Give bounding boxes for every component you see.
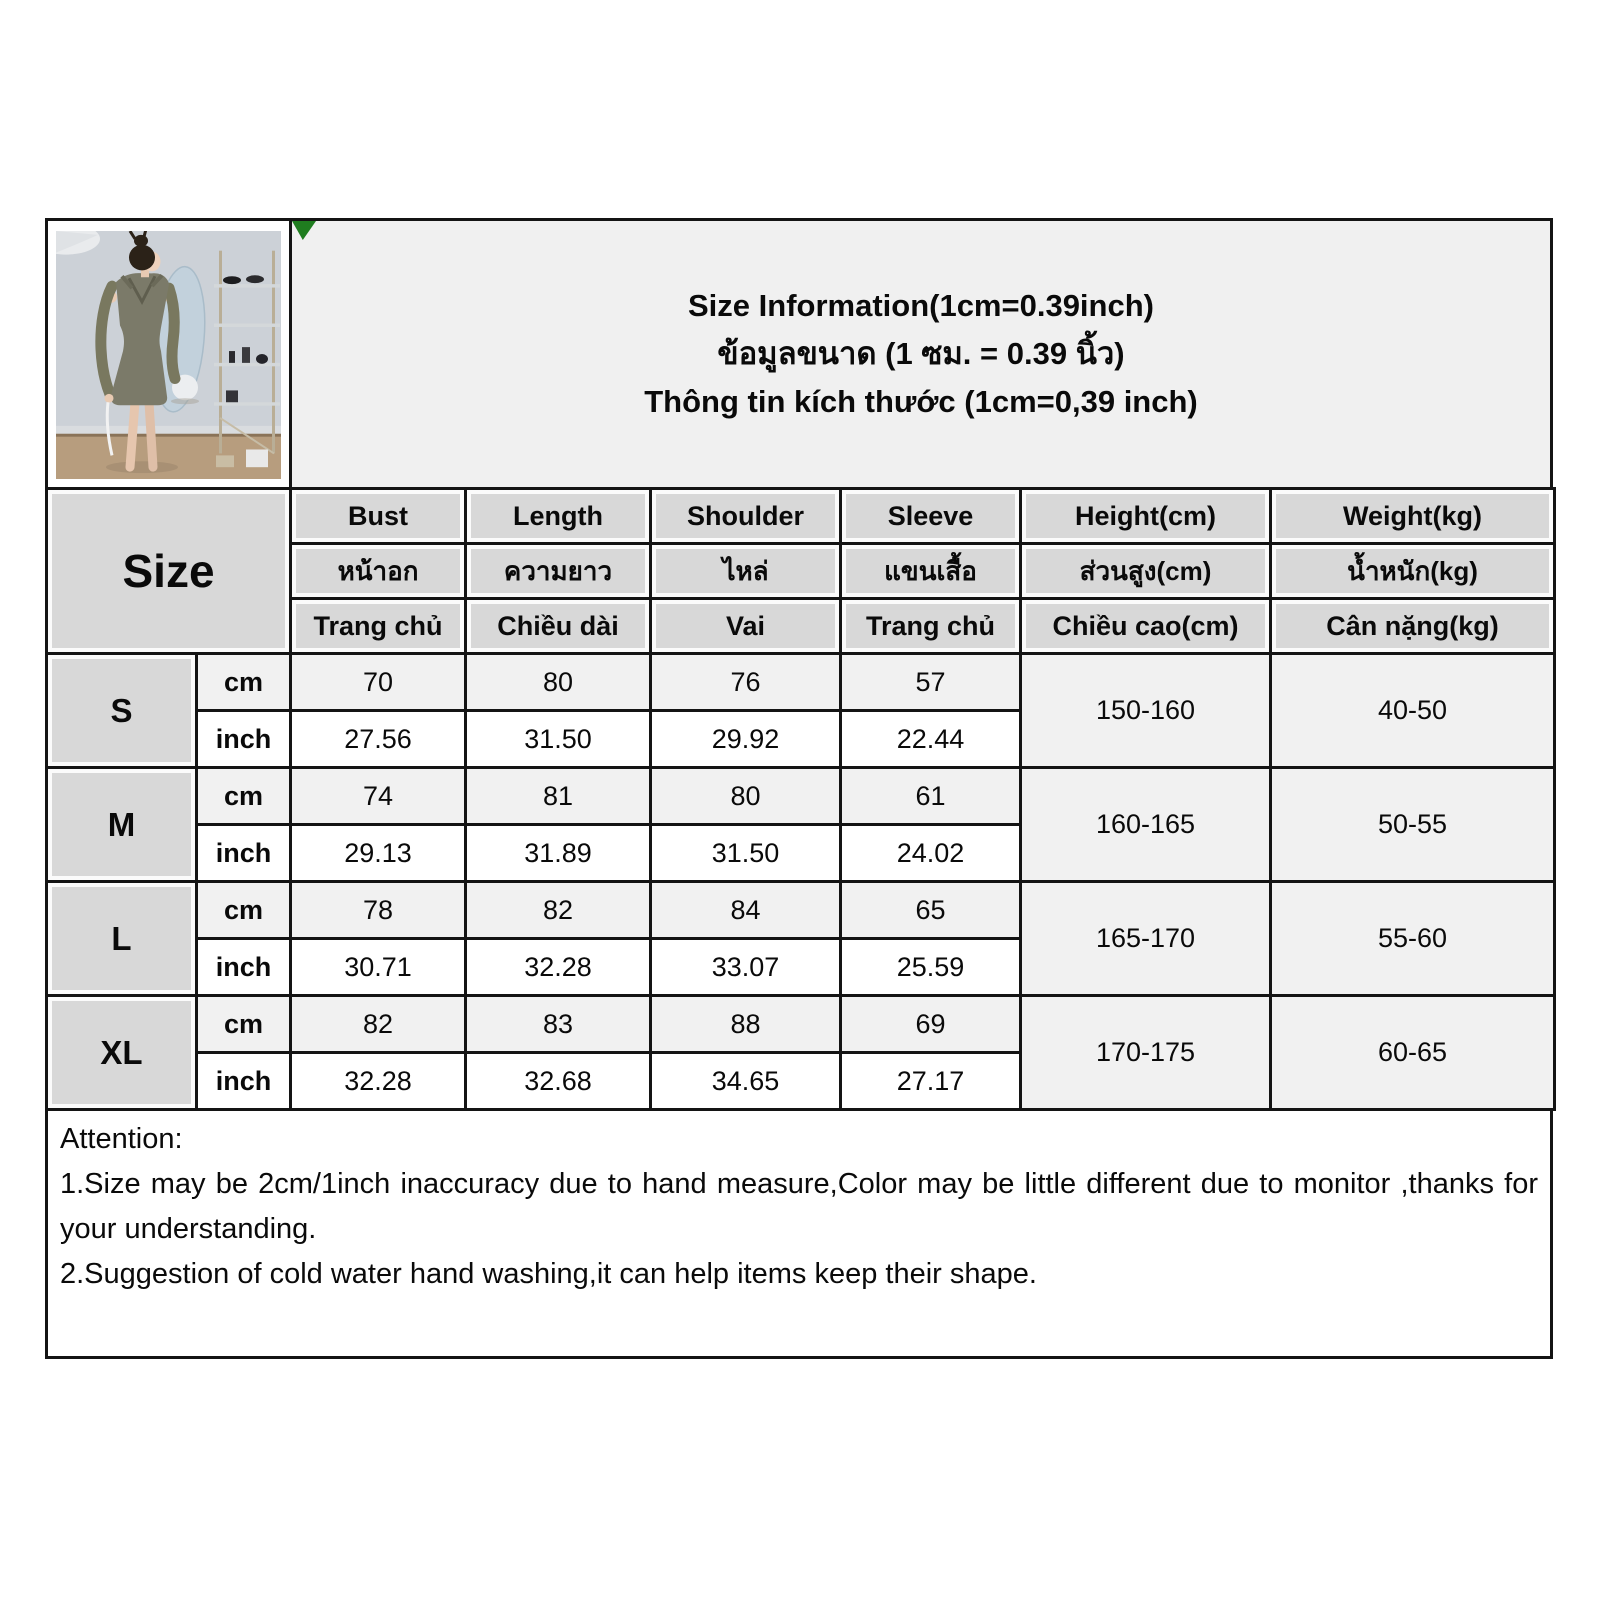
size-label-s: S — [47, 654, 197, 768]
col-header-weight-vi: Cân nặng(kg) — [1271, 599, 1555, 654]
value-cell: 25.59 — [841, 939, 1021, 996]
col-header-bust-vi: Trang chủ — [291, 599, 466, 654]
value-cell: 81 — [466, 768, 651, 825]
size-label-l: L — [47, 882, 197, 996]
value-cell: 31.50 — [466, 711, 651, 768]
col-header-sleeve-vi: Trang chủ — [841, 599, 1021, 654]
col-header-height-th: ส่วนสูง(cm) — [1021, 544, 1271, 599]
table-row-m-cm — [47, 768, 1555, 825]
title-block — [292, 221, 1550, 487]
col-header-height-vi: Chiều cao(cm) — [1021, 599, 1271, 654]
value-cell: 27.17 — [841, 1053, 1021, 1110]
value-cell: 83 — [466, 996, 651, 1053]
value-cell: 82 — [291, 996, 466, 1053]
unit-cell-inch: inch — [197, 939, 291, 996]
unit-cell-inch: inch — [197, 825, 291, 882]
value-cell: 32.68 — [466, 1053, 651, 1110]
value-cell: 22.44 — [841, 711, 1021, 768]
height-range-cell: 160-165 — [1021, 768, 1271, 882]
weight-range-cell: 40-50 — [1271, 654, 1555, 768]
size-label-xl: XL — [47, 996, 197, 1110]
title-th: ข้อมูลขนาด (1 ซม. = 0.39 นิ้ว) — [717, 336, 1125, 371]
value-cell: 27.56 — [291, 711, 466, 768]
table-row-xl-cm — [47, 996, 1555, 1053]
value-cell: 65 — [841, 882, 1021, 939]
weight-range-cell: 55-60 — [1271, 882, 1555, 996]
value-cell: 29.13 — [291, 825, 466, 882]
value-cell: 32.28 — [291, 1053, 466, 1110]
size-header-cell: Size — [47, 489, 291, 654]
value-cell: 33.07 — [651, 939, 841, 996]
col-header-sleeve-en: Sleeve — [841, 489, 1021, 544]
height-range-cell: 170-175 — [1021, 996, 1271, 1110]
value-cell: 29.92 — [651, 711, 841, 768]
col-header-shoulder-vi: Vai — [651, 599, 841, 654]
value-cell: 88 — [651, 996, 841, 1053]
header — [45, 218, 1553, 487]
col-header-shoulder-en: Shoulder — [651, 489, 841, 544]
col-header-shoulder-th: ไหล่ — [651, 544, 841, 599]
unit-cell-cm: cm — [197, 882, 291, 939]
value-cell: 57 — [841, 654, 1021, 711]
unit-cell-cm: cm — [197, 654, 291, 711]
green-corner-marker-icon — [292, 221, 316, 240]
value-cell: 69 — [841, 996, 1021, 1053]
value-cell: 24.02 — [841, 825, 1021, 882]
col-header-bust-th: หน้าอก — [291, 544, 466, 599]
size-label-m: M — [47, 768, 197, 882]
col-header-bust-en: Bust — [291, 489, 466, 544]
header-row-en — [47, 489, 1555, 544]
col-header-sleeve-th: แขนเสื้อ — [841, 544, 1021, 599]
height-range-cell: 150-160 — [1021, 654, 1271, 768]
value-cell: 31.89 — [466, 825, 651, 882]
value-cell: 80 — [651, 768, 841, 825]
value-cell: 61 — [841, 768, 1021, 825]
value-cell: 78 — [291, 882, 466, 939]
attention-section — [45, 1111, 1553, 1359]
unit-cell-inch: inch — [197, 1053, 291, 1110]
product-photo-illustration — [56, 231, 281, 479]
unit-cell-cm: cm — [197, 996, 291, 1053]
weight-range-cell: 50-55 — [1271, 768, 1555, 882]
col-header-weight-en: Weight(kg) — [1271, 489, 1555, 544]
title-en: Size Information(1cm=0.39inch) — [688, 288, 1154, 323]
table-row-l-cm — [47, 882, 1555, 939]
product-photo — [48, 221, 292, 487]
size-chart-sheet — [45, 218, 1553, 1359]
height-range-cell: 165-170 — [1021, 882, 1271, 996]
value-cell: 76 — [651, 654, 841, 711]
value-cell: 74 — [291, 768, 466, 825]
col-header-length-th: ความยาว — [466, 544, 651, 599]
value-cell: 31.50 — [651, 825, 841, 882]
table-row-s-cm — [47, 654, 1555, 711]
value-cell: 30.71 — [291, 939, 466, 996]
size-chart-table — [45, 487, 1556, 1111]
title-vi: Thông tin kích thước (1cm=0,39 inch) — [644, 384, 1198, 419]
col-header-length-vi: Chiều dài — [466, 599, 651, 654]
value-cell: 80 — [466, 654, 651, 711]
value-cell: 84 — [651, 882, 841, 939]
col-header-length-en: Length — [466, 489, 651, 544]
attention-note-2: 2.Suggestion of cold water hand washing,it can help items keep their shape. — [60, 1258, 1037, 1290]
attention-note-1: 1.Size may be 2cm/1inch inaccuracy due to hand measure,Color may be little different due to monitor ,thanks for your understanding. — [60, 1168, 1538, 1245]
value-cell: 82 — [466, 882, 651, 939]
value-cell: 70 — [291, 654, 466, 711]
attention-heading: Attention: — [60, 1123, 183, 1155]
value-cell: 32.28 — [466, 939, 651, 996]
value-cell: 34.65 — [651, 1053, 841, 1110]
weight-range-cell: 60-65 — [1271, 996, 1555, 1110]
unit-cell-inch: inch — [197, 711, 291, 768]
col-header-weight-th: น้ำหนัก(kg) — [1271, 544, 1555, 599]
col-header-height-en: Height(cm) — [1021, 489, 1271, 544]
unit-cell-cm: cm — [197, 768, 291, 825]
